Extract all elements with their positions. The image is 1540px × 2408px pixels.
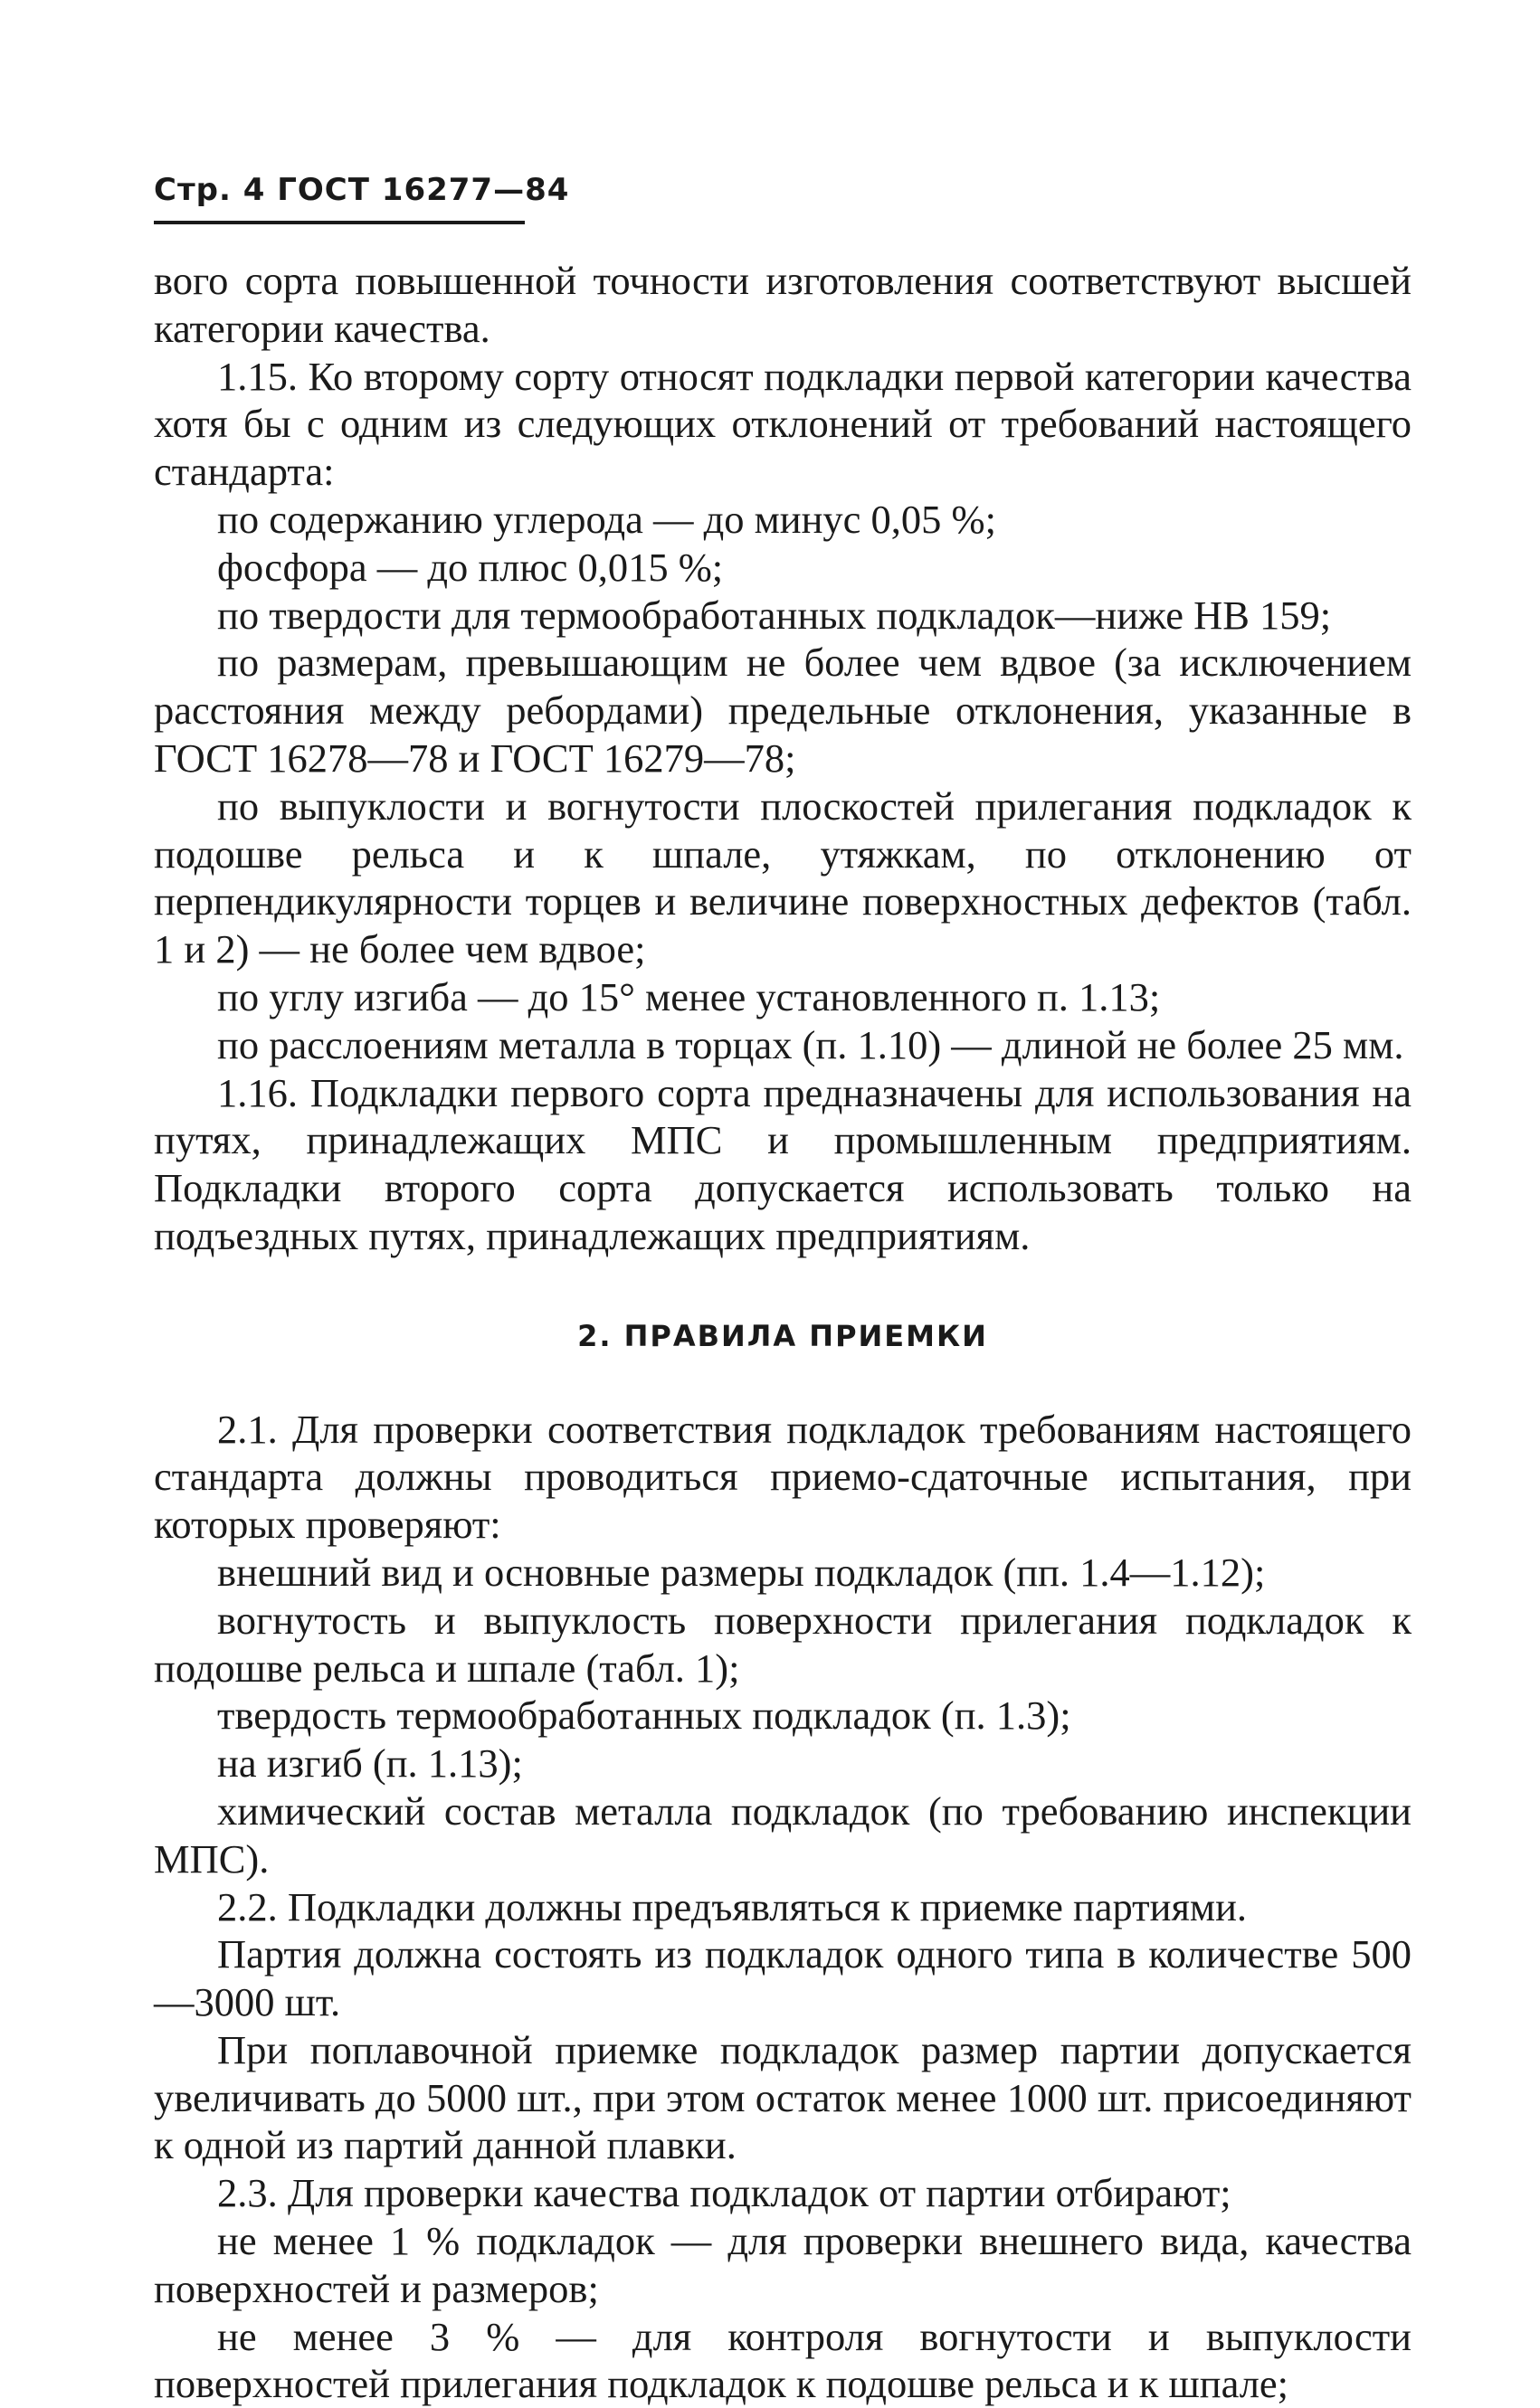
paragraph: вогнутость и выпуклость поверхности прилегания подкладок к подошве рельса и шпале (табл. 1); bbox=[154, 1597, 1412, 1691]
paragraph-block-2 bbox=[154, 1406, 1412, 2408]
document-body bbox=[154, 257, 1412, 2408]
paragraph: по размерам, превышающим не более чем вдвое (за исключением расстояния между ребордами) предельные отклонения, указанные в ГОСТ 16278—78 и ГОСТ 16279—78; bbox=[154, 640, 1412, 781]
paragraph: по расслоениям металла в торцах (п. 1.10) — длиной не более 25 мм. bbox=[217, 1021, 1404, 1067]
section-title: 2. ПРАВИЛА ПРИЕМКИ bbox=[577, 1318, 988, 1353]
paragraph: внешний вид и основные размеры подкладок (пп. 1.4—1.12); bbox=[217, 1549, 1266, 1595]
document-page bbox=[154, 172, 1412, 2408]
page-header: Стр. 4 ГОСТ 16277—84 bbox=[154, 172, 525, 224]
paragraph: не менее 1 % подкладок — для проверки внешнего вида, качества поверхностей и размеров; bbox=[154, 2218, 1412, 2311]
paragraph: 1.16. Подкладки первого сорта предназначены для использования на путях, принадлежащих МПС и промышленным предприятиям. Подкладки второго сорта допускается использовать только на подъездных путях, принадлежащих предприятиям. bbox=[154, 1069, 1412, 1258]
paragraph: химический состав металла подкладок (по требованию инспекции МПС). bbox=[154, 1787, 1412, 1882]
paragraph: по углу изгиба — до 15° менее установленного п. 1.13; bbox=[217, 973, 1161, 1019]
paragraph: Партия должна состоять из подкладок одного типа в количестве 500—3000 шт. bbox=[154, 1931, 1412, 2025]
paragraph: по содержанию углерода — до минус 0,05 %; bbox=[217, 496, 996, 542]
paragraph: по выпуклости и вогнутости плоскостей прилегания подкладок к подошве рельса и к шпале, утяжкам, по отклонению от перпендикулярности торцев и величине поверхностных дефектов (табл. 1 и 2) — не более чем вдвое; bbox=[154, 782, 1412, 972]
paragraph: по твердости для термообработанных подкладок—ниже НВ 159; bbox=[217, 592, 1332, 638]
paragraph: 2.3. Для проверки качества подкладок от партии отбирают; bbox=[217, 2170, 1231, 2216]
paragraph: твердость термообработанных подкладок (п. 1.3); bbox=[217, 1692, 1071, 1739]
paragraph: 1.15. Ко второму сорту относят подкладки первой категории качества хотя бы с одним из следующих отклонений от требований настоящего стандарта: bbox=[154, 353, 1412, 495]
paragraph: 2.2. Подкладки должны предъявляться к приемке партиями. bbox=[217, 1883, 1248, 1929]
paragraph: При поплавочной приемке подкладок размер партии допускается увеличивать до 5000 шт., при этом остаток менее 1000 шт. присоединяют к одной из партий данной плавки. bbox=[154, 2026, 1412, 2168]
paragraph: вого сорта повышенной точности изготовления соответствуют высшей категории качества. bbox=[154, 258, 1412, 351]
paragraph-block-1 bbox=[154, 257, 1412, 1260]
paragraph: 2.1. Для проверки соответствия подкладок требованиям настоящего стандарта должны проводиться приемо-сдаточные испытания, при которых проверяют: bbox=[154, 1406, 1412, 1548]
paragraph: на изгиб (п. 1.13); bbox=[217, 1740, 523, 1787]
paragraph: фосфора — до плюс 0,015 %; bbox=[217, 544, 724, 590]
paragraph: не менее 3 % — для контроля вогнутости и выпуклости поверхностей прилегания подкладок к подошве рельса и к шпале; bbox=[154, 2313, 1412, 2407]
